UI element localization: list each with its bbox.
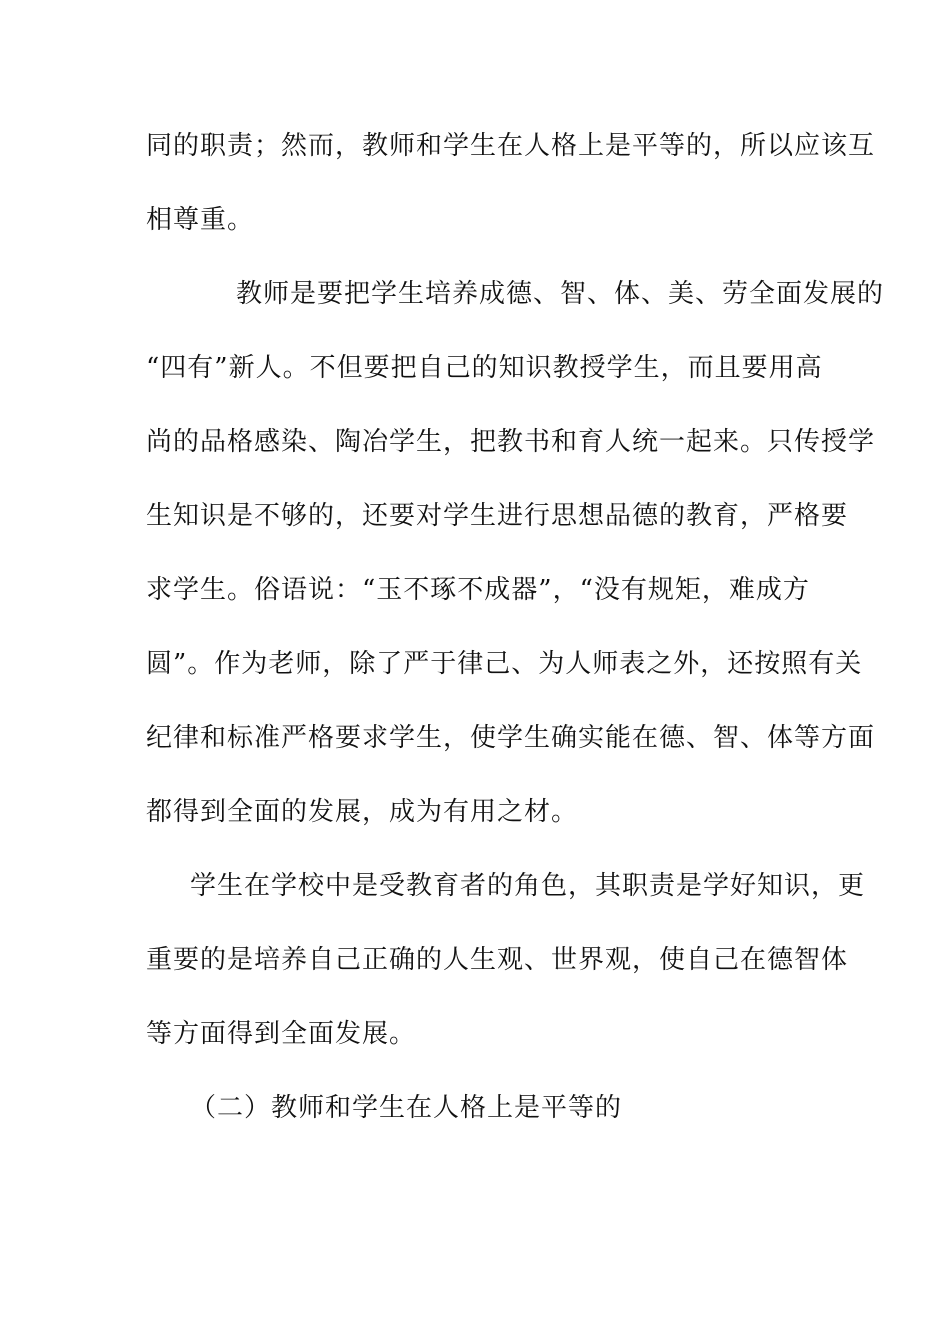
text-line: 都得到全面的发展，成为有用之材。 <box>146 797 579 827</box>
text-line: 学生在学校中是受教育者的角色，其职责是学好知识，更 <box>190 871 866 901</box>
text-line: 相尊重。 <box>146 205 255 235</box>
text-line: 等方面得到全面发展。 <box>146 1019 417 1049</box>
text-line: 教师是要把学生培养成德、智、体、美、劳全面发展的 <box>236 279 885 309</box>
section-heading: （二）教师和学生在人格上是平等的 <box>190 1093 623 1123</box>
text-line: 重要的是培养自己正确的人生观、世界观，使自己在德智体 <box>146 945 849 975</box>
text-line: “四有”新人。不但要把自己的知识教授学生，而且要用高 <box>146 353 823 383</box>
text-line: 生知识是不够的，还要对学生进行思想品德的教育，严格要 <box>146 501 849 531</box>
text-line: 同的职责；然而，教师和学生在人格上是平等的，所以应该互 <box>146 131 876 161</box>
text-line: 求学生。俗语说：“玉不琢不成器”，“没有规矩，难成方 <box>146 575 810 605</box>
text-line: 纪律和标准严格要求学生，使学生确实能在德、智、体等方面 <box>146 723 876 753</box>
document-body <box>146 128 885 1127</box>
text-line: 圆”。作为老师，除了严于律己、为人师表之外，还按照有关 <box>146 649 863 679</box>
text-line: 尚的品格感染、陶冶学生，把教书和育人统一起来。只传授学 <box>146 427 876 457</box>
